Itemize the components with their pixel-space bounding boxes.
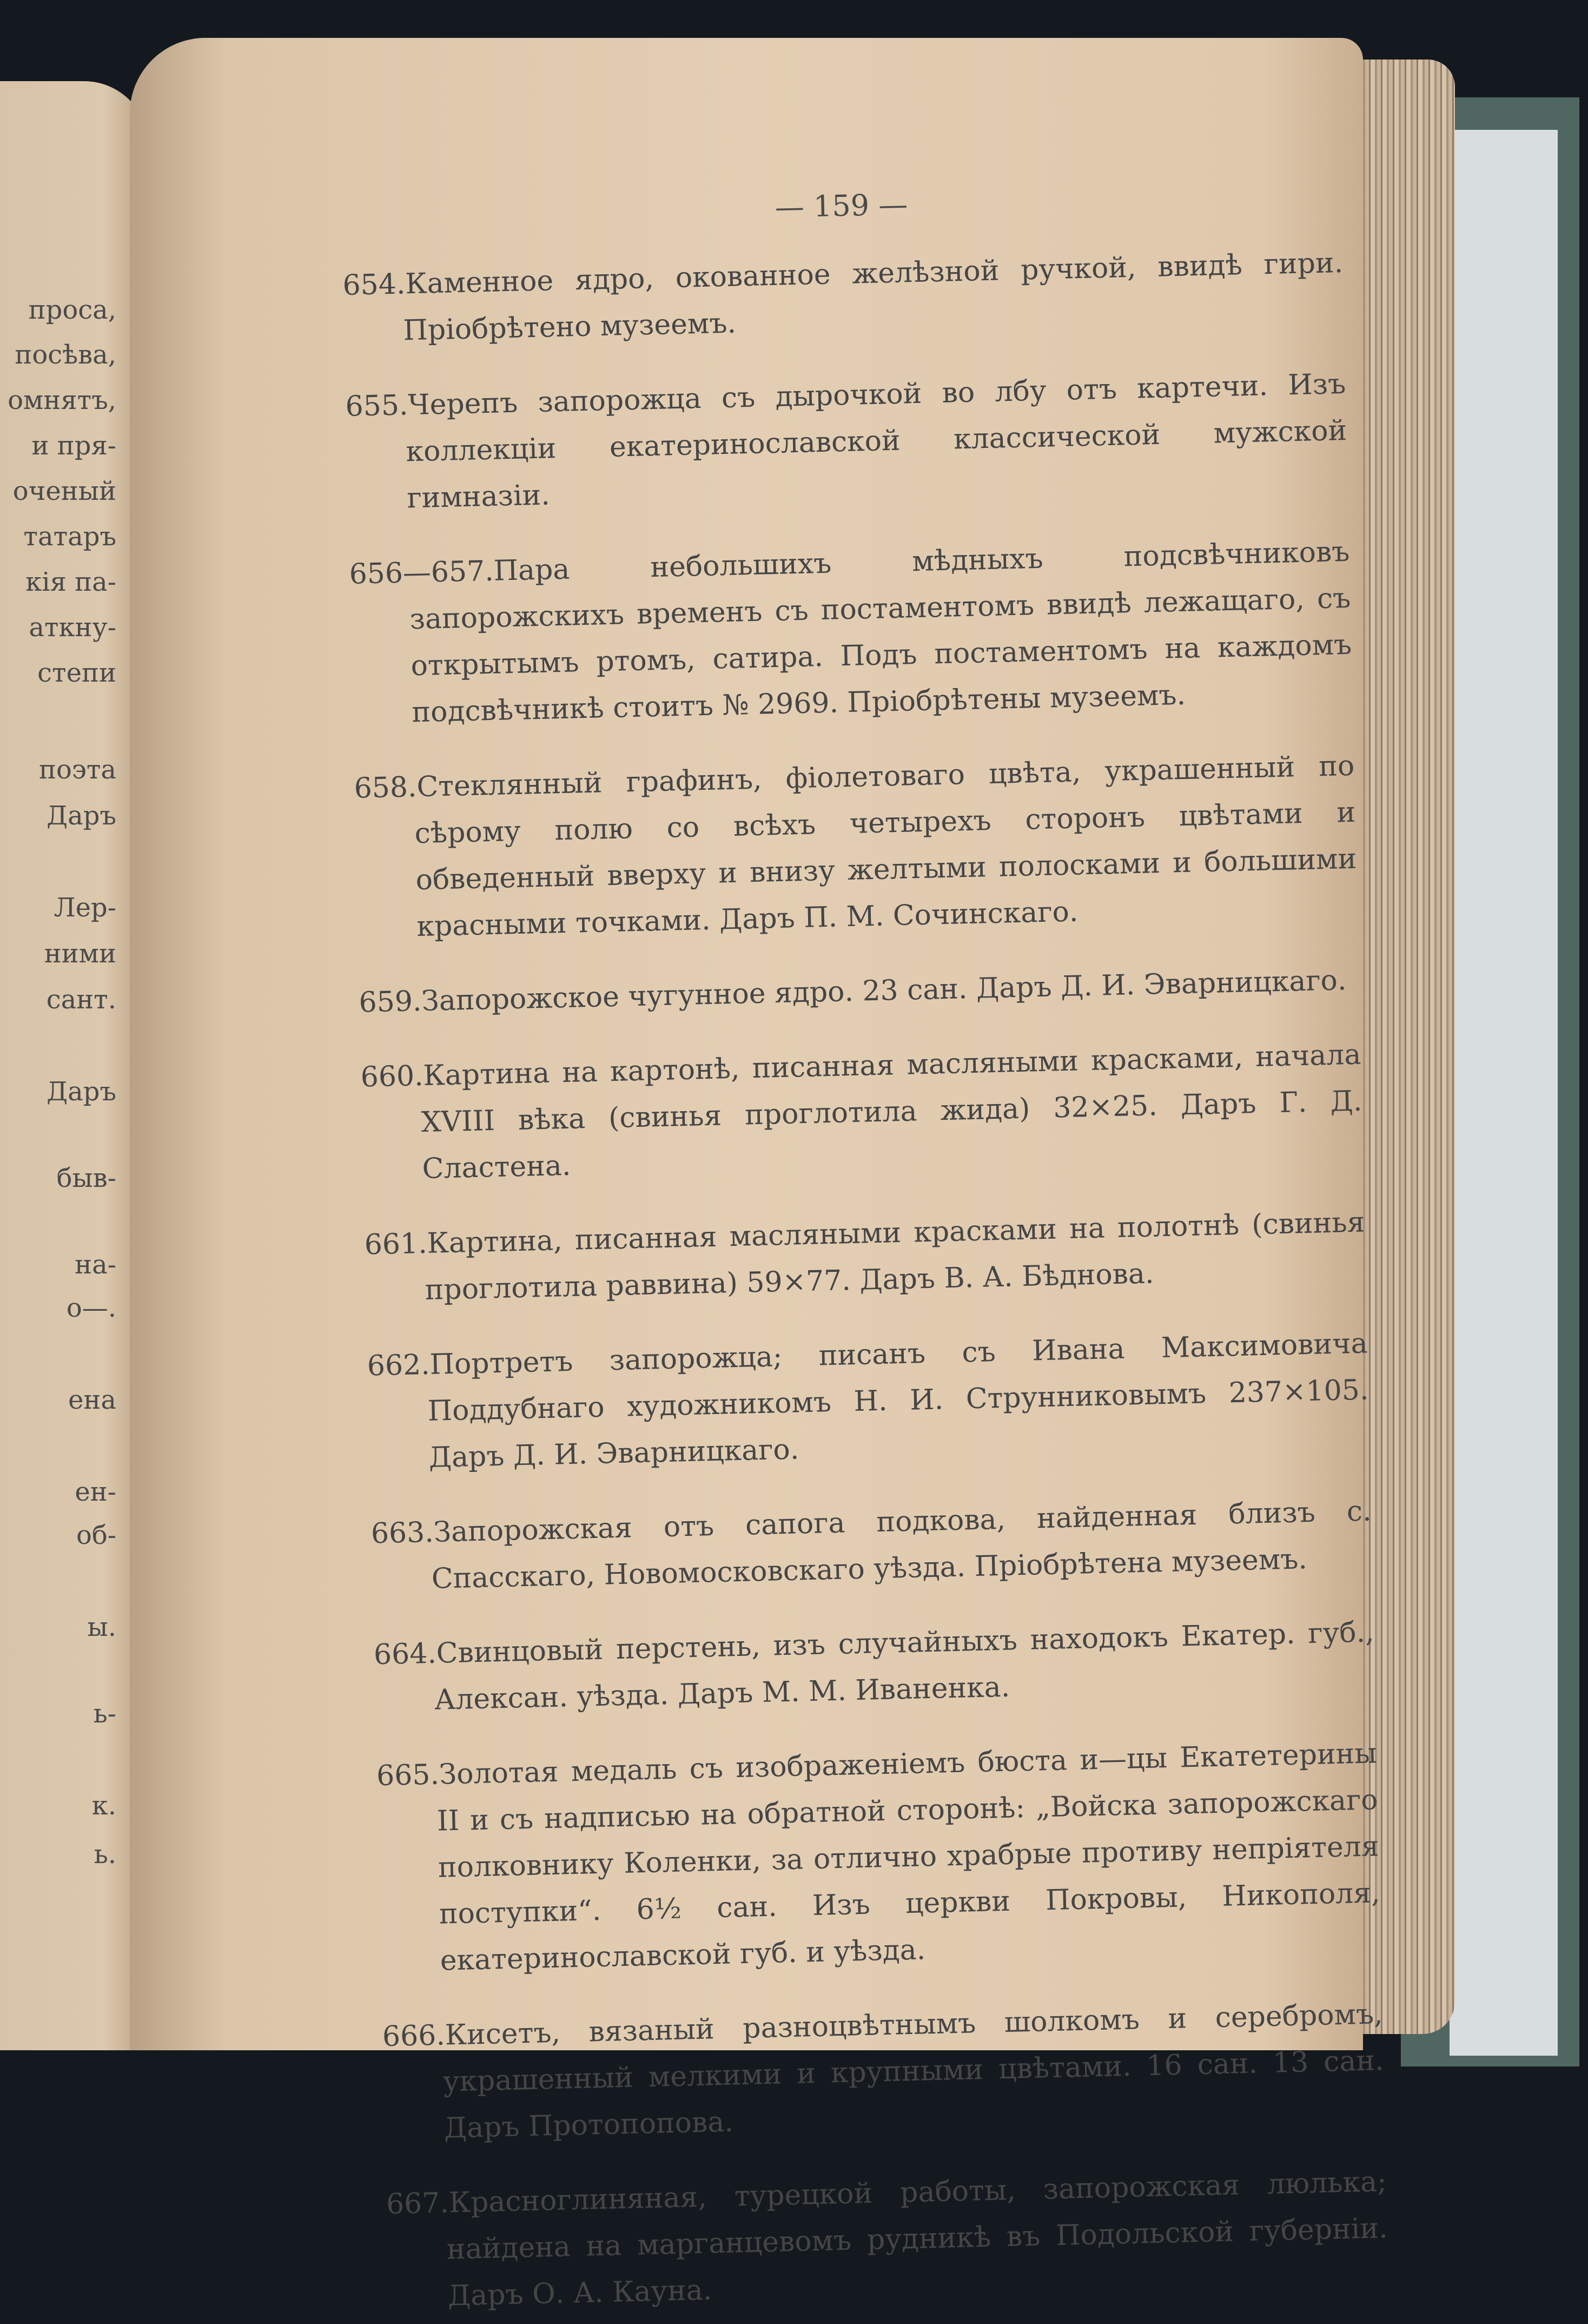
left-fragment: оченый	[12, 476, 116, 506]
entry-text: Красноглиняная, турецкой работы, запорожская люлька; найдена на марганцевомъ рудникѣ въ Подольской губерніи. Даръ О. А. Кауна.	[446, 2165, 1388, 2313]
entry-number: 665.	[376, 1758, 440, 1793]
right-page	[130, 38, 1388, 2313]
entry-number: 662.	[367, 1348, 431, 1383]
catalog-entry	[367, 1320, 1370, 1482]
entry-number: 655.	[345, 389, 409, 423]
catalog-entry	[354, 743, 1358, 952]
entry-number: 658.	[354, 771, 418, 805]
entry-text: Черепъ запорожца съ дырочкой во лбу отъ картечи. Изъ коллекціи екатеринославской классической мужской гимназіи.	[405, 367, 1347, 515]
left-fragment: к.	[91, 1791, 116, 1821]
entry-number: 663.	[370, 1516, 434, 1550]
left-fragment: татаръ	[23, 521, 116, 552]
entry-text: Картина, писанная масляными красками на полотнѣ (свинья проглотила раввина) 59×77. Даръ В. А. Бѣднова.	[425, 1206, 1366, 1306]
catalog-entry	[376, 1730, 1381, 1985]
entry-text: Золотая медаль съ изображеніемъ бюста и—цы Екатетерины II и съ надписью на обратной сторонѣ: „Войска запорожскаго полковнику Коленки, за отлично храбрые противу непріятеля поступки“. 6½ сан. Изъ церкви Покровы, Никополя, екатеринославской губ. и уѣзда.	[436, 1737, 1381, 1977]
left-fragment: поэта	[39, 755, 116, 785]
left-fragment: сант.	[46, 985, 116, 1015]
page-content	[341, 177, 1390, 2324]
entry-text: Портретъ запорожца; писанъ съ Ивана Максимовича Поддубнаго художникомъ Н. И. Струнниковымъ 237×105. Даръ Д. И. Эварницкаго.	[427, 1327, 1369, 1474]
left-fragment: быв-	[56, 1163, 116, 1193]
left-fragment: ена	[68, 1385, 116, 1415]
entry-text: Пара небольшихъ мѣдныхъ подсвѣчниковъ запорожскихъ временъ съ постаментомъ ввидѣ лежащаго, съ открытымъ ртомъ, сатира. Подъ постаментомъ на каждомъ подсвѣчникѣ стоитъ № 2969. Пріобрѣтены музеемъ.	[409, 535, 1352, 729]
left-fragment: Даръ	[47, 1077, 116, 1107]
entry-number: 664.	[373, 1637, 437, 1672]
left-fragment: ними	[44, 939, 116, 969]
entry-number: 661.	[364, 1227, 428, 1262]
entry-text: Картина на картонѣ, писанная масляными красками, начала XVIII вѣка (свинья проглотила жида) 32×25. Даръ Г. Д. Сластена.	[421, 1038, 1362, 1186]
left-fragment: ь-	[93, 1699, 116, 1729]
catalog-entry	[359, 957, 1360, 1026]
left-fragment: об-	[76, 1520, 116, 1550]
left-fragment: проса,	[28, 295, 116, 325]
left-fragment: на-	[75, 1250, 116, 1280]
left-fragment: ен-	[75, 1477, 116, 1507]
left-fragment: кія па-	[25, 567, 116, 597]
catalog-entry	[370, 1488, 1373, 1603]
entry-number: 656—657.	[349, 554, 494, 591]
entry-number: 667.	[386, 2187, 449, 2221]
catalog-entry	[382, 1991, 1385, 2153]
entry-text: Кисетъ, вязаный разноцвѣтнымъ шолкомъ и серебромъ, украшенный мелкими и крупными цвѣтами. 16 сан. 13 сан. Даръ Протопопова.	[442, 1998, 1385, 2145]
left-page	[0, 81, 149, 2050]
entry-number: 659.	[358, 985, 422, 1019]
left-fragment: степи	[37, 658, 116, 688]
entry-number: 660.	[360, 1059, 424, 1094]
left-fragment: посѣва,	[15, 340, 116, 370]
catalog-entry	[342, 240, 1345, 355]
entry-text: Каменное ядро, окованное желѣзной ручкой, ввидѣ гири. Пріобрѣтено музеемъ.	[402, 246, 1344, 347]
catalog-entry	[386, 2158, 1389, 2321]
left-fragment: о—.	[66, 1293, 116, 1323]
left-fragment: ы.	[87, 1612, 116, 1642]
entry-number: 654.	[342, 268, 406, 302]
left-fragment: и пря-	[31, 431, 116, 461]
catalog-entry	[373, 1609, 1375, 1725]
entry-text: Свинцовый перстень, изъ случайныхъ находокъ Екатер. губ., Алексан. уѣзда. Даръ М. М. Иваненка.	[434, 1616, 1375, 1716]
entry-text: Стеклянный графинъ, фіолетоваго цвѣта, украшенный по сѣрому полю со всѣхъ четырехъ сторонъ цвѣтами и обведенный вверху и внизу желтыми полосками и большими красными точками. Даръ П. М. Сочинскаго.	[414, 749, 1357, 943]
left-fragment: аткну-	[29, 612, 116, 643]
left-fragment: Даръ	[47, 801, 116, 831]
catalog-entry	[349, 529, 1353, 737]
entry-number: 666.	[382, 2019, 446, 2054]
entry-text: Запорожская отъ сапога подкова, найденная близъ с. Спасскаго, Новомосковскаго уѣзда. Пріобрѣтена музеемъ.	[431, 1495, 1372, 1595]
cover-paper-edge	[1450, 130, 1558, 2056]
page-number: — 159 —	[775, 187, 908, 225]
catalog-entry	[364, 1199, 1366, 1315]
left-fragment: Лер-	[54, 893, 116, 923]
left-fragment: омнятъ,	[8, 385, 116, 415]
catalog-entry	[345, 361, 1348, 523]
left-fragment: ь.	[94, 1839, 116, 1870]
catalog-entry	[360, 1032, 1364, 1194]
entry-text: Запорожское чугунное ядро. 23 сан. Даръ Д. И. Эварницкаго.	[421, 964, 1347, 1018]
